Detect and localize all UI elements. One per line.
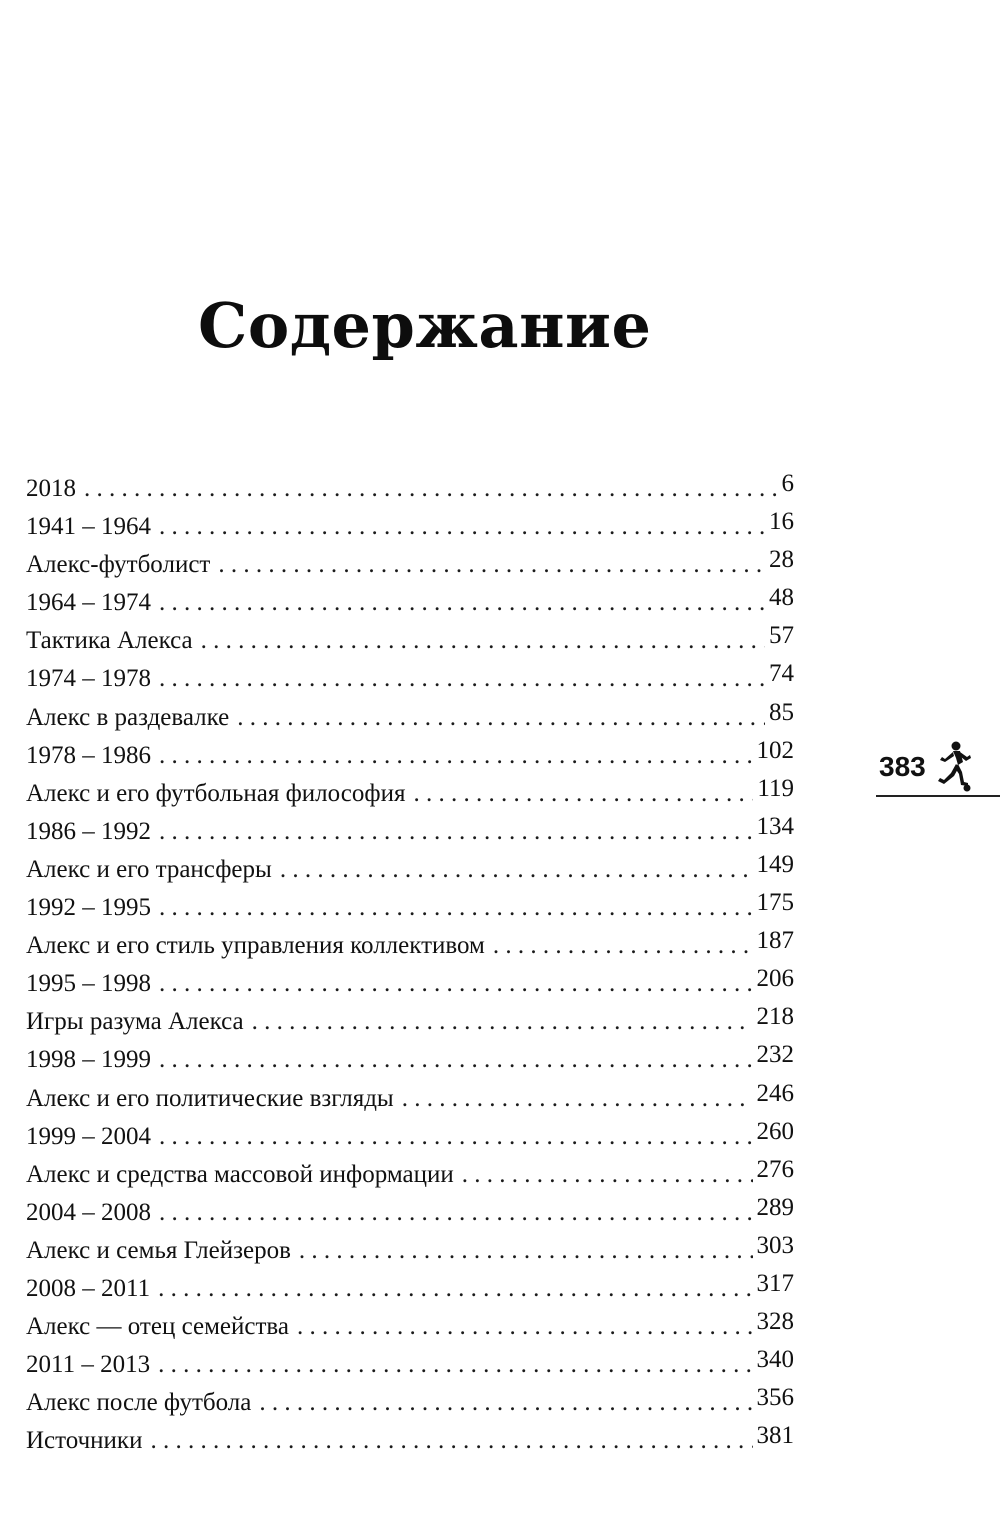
toc-entry-page: 289 — [756, 1193, 794, 1221]
dot-leader — [259, 1384, 752, 1422]
toc-entry-page: 149 — [756, 850, 794, 878]
toc-entry-title: 1995 – 1998 — [26, 970, 151, 998]
toc-entry-title: Алекс — отец семейства — [26, 1313, 289, 1341]
toc-entry-title: Алекс и его трансферы — [26, 855, 272, 883]
dot-leader — [159, 660, 765, 698]
toc-entry-page: 74 — [769, 660, 794, 688]
toc-entry-title: 2011 – 2013 — [26, 1351, 151, 1379]
toc-entry[interactable] — [26, 1346, 794, 1384]
toc-entry-title: 1998 – 1999 — [26, 1046, 151, 1074]
toc-entry-page: 206 — [756, 965, 794, 993]
dot-leader — [158, 1270, 752, 1308]
toc-entry-title: Тактика Алекса — [26, 627, 193, 655]
dot-leader — [159, 737, 753, 775]
dot-leader — [237, 699, 765, 737]
toc-entry-page: 356 — [756, 1384, 794, 1412]
toc-entry[interactable] — [26, 1118, 794, 1156]
toc-entry[interactable] — [26, 1384, 794, 1422]
footballer-icon — [934, 740, 974, 792]
toc-entry-page: 85 — [769, 698, 794, 726]
dot-leader — [493, 927, 753, 965]
toc-entry[interactable] — [26, 622, 794, 660]
toc-entry[interactable] — [26, 813, 794, 851]
dot-leader — [299, 1232, 753, 1270]
dot-leader — [201, 622, 765, 660]
dot-leader — [159, 584, 765, 622]
toc-entry[interactable] — [26, 851, 794, 889]
toc-entry-title: 2004 – 2008 — [26, 1198, 151, 1226]
toc-entry-title: Алекс после футбола — [26, 1389, 252, 1417]
toc-entry-title: 1978 – 1986 — [26, 741, 151, 769]
toc-entry-title: Алекс в раздевалке — [26, 703, 230, 731]
toc-entry-title: 2018 — [26, 475, 76, 502]
toc-entry-title: 1999 – 2004 — [26, 1122, 151, 1150]
toc-entry[interactable] — [26, 508, 794, 546]
toc-entry-title: 1986 – 1992 — [26, 817, 151, 845]
dot-leader — [218, 546, 765, 584]
toc-entry[interactable] — [26, 1422, 794, 1460]
toc-entry[interactable] — [26, 737, 794, 775]
toc-entry-page: 28 — [769, 546, 794, 574]
toc-entry[interactable] — [26, 1080, 794, 1118]
dot-leader — [158, 1346, 752, 1384]
toc-entry-page: 246 — [756, 1079, 794, 1107]
toc-entry-page: 260 — [756, 1117, 794, 1145]
toc-entry[interactable] — [26, 1308, 794, 1346]
toc-entry[interactable] — [26, 584, 794, 622]
toc-entry-page: 119 — [757, 774, 794, 802]
page-folio — [876, 738, 1000, 798]
toc-entry[interactable] — [26, 775, 794, 813]
dot-leader — [159, 1041, 753, 1079]
toc-entry-title: 1974 – 1978 — [26, 665, 151, 693]
dot-leader — [159, 813, 753, 851]
toc-entry-title: 2008 – 2011 — [26, 1274, 151, 1302]
toc-entry-page: 218 — [756, 1003, 794, 1031]
toc-entry-page: 317 — [756, 1269, 794, 1297]
toc-entry-page: 328 — [756, 1308, 794, 1336]
toc-entry-title: Алекс и средства массовой информации — [26, 1160, 454, 1188]
toc-entry-page: 57 — [769, 622, 794, 650]
toc-entry[interactable] — [26, 1270, 794, 1308]
toc-entry-title: Алекс и его футбольная философия — [26, 779, 406, 807]
toc-entry[interactable] — [26, 965, 794, 1003]
toc-entry-page: 276 — [756, 1155, 794, 1183]
toc-entry[interactable] — [26, 660, 794, 698]
dot-leader — [159, 1118, 753, 1156]
dot-leader — [297, 1308, 753, 1346]
toc-entry-title: Игры разума Алекса — [26, 1008, 244, 1036]
toc-entry-title: 1941 – 1964 — [26, 513, 151, 541]
dot-leader — [159, 508, 765, 546]
toc-entry-title: Источники — [26, 1427, 143, 1455]
toc-entry-title: Алекс-футболист — [26, 551, 211, 579]
toc-entry-title: Алекс и его политические взгляды — [26, 1084, 394, 1112]
dot-leader — [159, 889, 753, 927]
toc-entry-page: 6 — [781, 470, 794, 497]
toc-entry[interactable] — [26, 546, 794, 584]
dot-leader — [159, 1194, 753, 1232]
toc-entry-page: 134 — [756, 812, 794, 840]
table-of-contents — [26, 470, 794, 1460]
toc-entry[interactable] — [26, 1232, 794, 1270]
toc-entry-page: 232 — [756, 1041, 794, 1069]
toc-entry[interactable] — [26, 1041, 794, 1079]
dot-leader — [462, 1156, 753, 1194]
toc-entry-title: Алекс и семья Глейзеров — [26, 1236, 291, 1264]
toc-entry-page: 16 — [769, 508, 794, 536]
toc-entry-page: 381 — [756, 1422, 794, 1450]
dot-leader — [280, 851, 753, 889]
folio-rule — [876, 795, 1000, 797]
toc-entry[interactable] — [26, 470, 794, 508]
dot-leader — [252, 1003, 753, 1041]
toc-entry[interactable] — [26, 889, 794, 927]
toc-entry[interactable] — [26, 1156, 794, 1194]
toc-entry-page: 187 — [756, 927, 794, 955]
toc-entry-title: 1964 – 1974 — [26, 589, 151, 617]
toc-entry-title: 1992 – 1995 — [26, 894, 151, 922]
toc-entry-page: 48 — [769, 584, 794, 612]
toc-entry[interactable] — [26, 927, 794, 965]
toc-entry-page: 175 — [756, 889, 794, 917]
toc-entry-title: Алекс и его стиль управления коллективом — [26, 932, 485, 960]
dot-leader — [159, 965, 753, 1003]
toc-entry[interactable] — [26, 1003, 794, 1041]
page-number: 383 — [879, 751, 926, 782]
toc-entry-page: 303 — [756, 1231, 794, 1259]
dot-leader — [402, 1080, 753, 1118]
toc-entry[interactable] — [26, 699, 794, 737]
toc-entry-page: 102 — [756, 736, 794, 764]
toc-entry[interactable] — [26, 1194, 794, 1232]
toc-entry-page: 340 — [756, 1346, 794, 1374]
dot-leader — [84, 470, 778, 508]
dot-leader — [150, 1422, 752, 1460]
dot-leader — [413, 775, 753, 813]
page-title: Содержание — [198, 289, 652, 362]
